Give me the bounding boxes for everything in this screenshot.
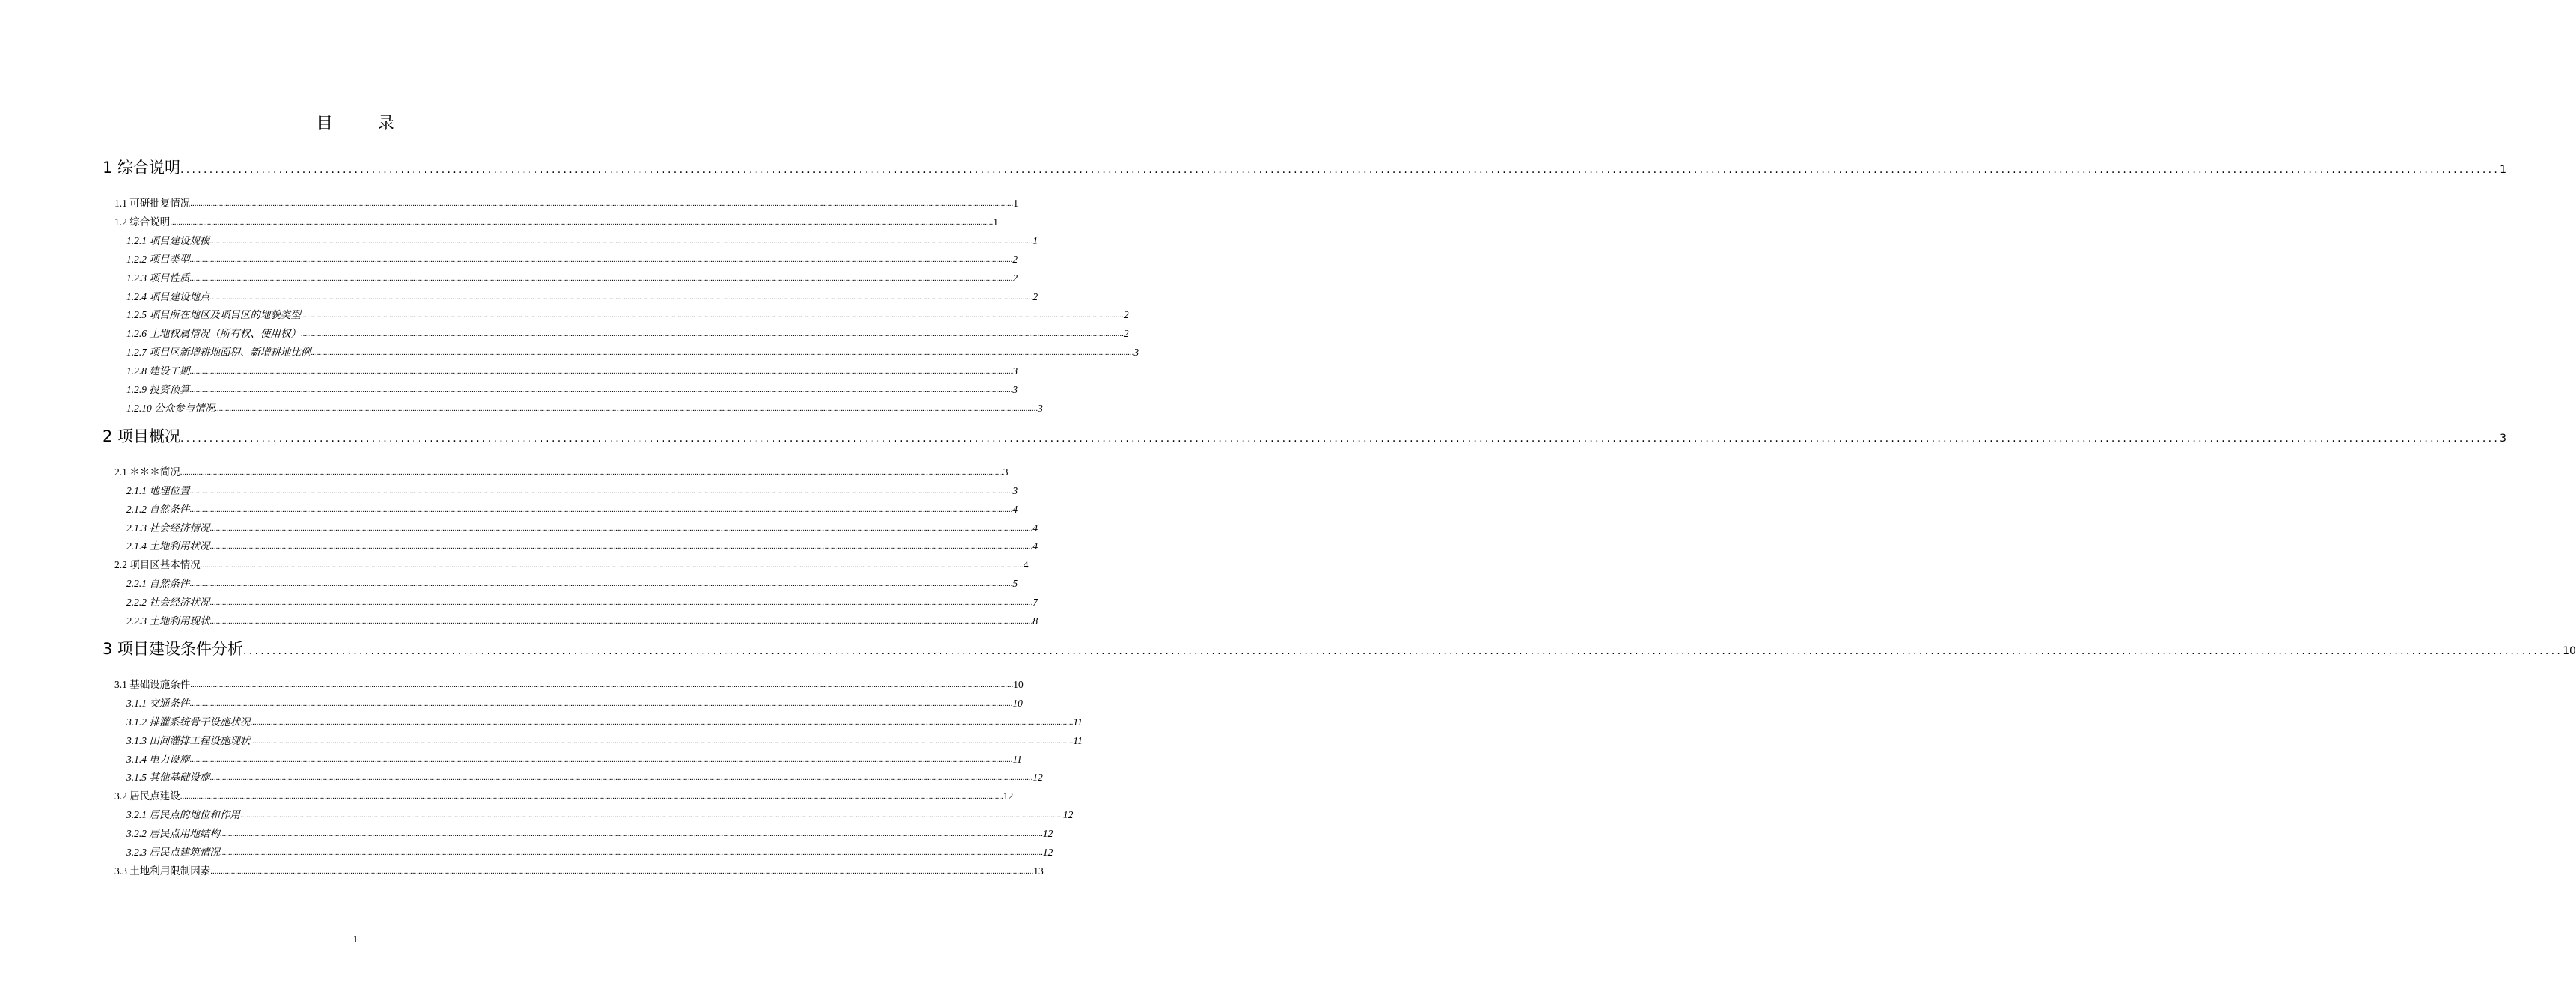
toc-entry-label: 3.2.1 居民点的地位和作用 (126, 809, 240, 821)
toc-entry-label: 2.1.3 社会经济情况 (126, 522, 210, 534)
toc-entry[interactable] (126, 400, 1043, 415)
page-number: 1 (352, 933, 358, 945)
toc-entry[interactable] (126, 482, 1018, 497)
toc-entry-page-number: 11 (1073, 734, 1083, 746)
toc-leader-dots: ................................................................................................................................................................................................................................................................................................................................................................................................................ (250, 717, 1074, 727)
toc-entry-page-number: 4 (1012, 503, 1018, 515)
toc-entry[interactable] (126, 501, 1018, 516)
toc-leader-dots: ................................................................................................................................................................................................................................................................................................................................................................................................................ (209, 598, 1033, 608)
toc-leader-dots: ................................................................................................................................................................................................................................................................................................................................................................................................................ (189, 486, 1013, 496)
toc-entry[interactable] (126, 344, 1139, 359)
toc-entry[interactable] (114, 195, 1018, 210)
toc-leader-dots: ................................................................................................................................................................................................................................................................................................................................................................................................................ (300, 329, 1124, 339)
toc-entry-page-number: 2 (1012, 272, 1018, 284)
toc-entry[interactable] (126, 232, 1038, 247)
toc-entry-page-number: 10 (1013, 678, 1024, 690)
toc-entry[interactable] (126, 769, 1043, 784)
toc-entry-page-number: 5 (1012, 578, 1018, 590)
toc-entry-label: 2.1.4 土地利用状况 (126, 540, 210, 552)
toc-leader-dots: ................................................................................................................................................................................................................................................................................................................................................................................................................ (250, 736, 1074, 746)
toc-entry-page-number: 3 (1003, 466, 1009, 478)
toc-entry-label: 1.2.3 项目性质 (126, 272, 190, 284)
toc-entry[interactable] (126, 594, 1038, 609)
toc-entry-label: 2 项目概况 (103, 427, 181, 445)
toc-leader-dots: ................................................................................................................................................................................................................................................................................................................................................................................................................ (180, 467, 1003, 477)
toc-leader-dots: ................................................................................................................................................................................................................................................................................................................................................................................................................ (209, 236, 1033, 246)
toc-entry[interactable] (114, 787, 1014, 802)
toc-entry-label: 2.2.2 社会经济状况 (126, 597, 210, 609)
toc-entry-page-number: 2 (1012, 253, 1018, 265)
toc-entry[interactable] (126, 251, 1018, 266)
toc-leader-dots: ................................................................................................................................................................................................................................................................................................................................................................................................................ (209, 773, 1033, 783)
toc-leader-dots: ................................................................................................................................................................................................................................................................................................................................................................................................................ (170, 217, 994, 227)
toc-entry[interactable] (126, 537, 1038, 552)
toc-entry[interactable] (114, 213, 998, 228)
toc-entry-page-number: 3 (1012, 365, 1018, 377)
toc-leader-dots: ................................................................................................................................................................................................................................................................................................................................................................................................................ (210, 866, 1034, 876)
toc-leader-dots: ................................................................................................................................................................................................................................................................................................................................................................................................................ (190, 199, 1014, 208)
toc-entry-page-number: 3 (1038, 402, 1043, 414)
toc-entry-page-number: 4 (1032, 540, 1038, 552)
toc-entry[interactable] (126, 519, 1038, 534)
toc-entry-label: 1.2.4 项目建设地点 (126, 290, 210, 302)
toc-entry-label: 3.1.5 其他基础设施 (126, 772, 210, 784)
toc-entry-label: 3.2.2 居民点用地结构 (126, 828, 220, 840)
toc-entry-page-number: 1 (2500, 164, 2507, 176)
toc-entry[interactable] (126, 381, 1018, 396)
toc-entry-page-number: 12 (1003, 790, 1014, 802)
toc-entry-label: 3.1.1 交通条件 (126, 697, 190, 709)
toc-entry-label: 1.2.8 建设工期 (126, 365, 190, 377)
toc-entry-page-number: 12 (1062, 809, 1074, 821)
toc-entry-label: 2.1 ＊＊＊简况 (114, 466, 180, 478)
toc-entry[interactable] (103, 424, 2507, 447)
toc-entry[interactable] (126, 362, 1018, 377)
toc-entry-label: 2.1.2 自然条件 (126, 503, 190, 515)
toc-leader-dots: ................................................................................................................................................................................................................................................................................................................................................................................................................ (209, 617, 1033, 626)
toc-leader-dots: ................................................................................................................................................................................................................................................................................................................................................................................................................ (189, 385, 1013, 394)
toc-entry[interactable] (126, 825, 1053, 840)
toc-entry[interactable] (103, 156, 2507, 178)
toc-entry-page-number: 11 (1073, 716, 1083, 728)
toc-entry[interactable] (126, 269, 1018, 284)
toc-entry[interactable] (114, 556, 1029, 571)
toc-entry-label: 1.2.9 投资预算 (126, 384, 190, 395)
toc-entry-page-number: 2 (1032, 290, 1038, 302)
toc-entry-label: 1.2.6 土地权属情况（所有权、使用权） (126, 328, 301, 340)
toc-title-char-1: 目 (316, 115, 333, 133)
toc-entry-label: 3.1.2 排灌系统骨干设施状况 (126, 716, 251, 728)
toc-entry[interactable] (126, 575, 1018, 590)
toc-entry-page-number: 11 (1012, 753, 1022, 765)
toc-entry-label: 3.2 居民点建设 (114, 790, 180, 802)
toc-entry-label: 2.2 项目区基本情况 (114, 559, 201, 571)
toc-entry-page-number: 1 (1032, 234, 1038, 246)
toc-leader-dots: ................................................................................................................................................................................................................................................................................................................................................................................................................ (300, 311, 1124, 320)
toc-leader-dots: ................................................................................................................................................................................................................................................................................................................................................................................................................ (189, 273, 1013, 283)
toc-entry-page-number: 3 (2500, 432, 2507, 445)
toc-entry[interactable] (114, 463, 1009, 478)
toc-entry-page-number: 12 (1032, 772, 1043, 784)
toc-leader-dots: ................................................................................................................................................................................................................................................................................................................................................................................................................ (310, 348, 1134, 358)
toc-entry[interactable] (126, 844, 1053, 859)
toc-entry-label: 1.2.1 项目建设规模 (126, 234, 210, 246)
toc-leader-dots: ................................................................................................................................................................................................................................................................................................................................................................................................................ (189, 754, 1013, 764)
toc-entry-page-number: 10 (2563, 644, 2576, 657)
toc-entry-label: 1.2.7 项目区新增耕地面积、新增耕地比例 (126, 347, 311, 359)
toc-entry-label: 3.2.3 居民点建筑情况 (126, 847, 220, 858)
toc-entry-page-number: 12 (1042, 847, 1053, 858)
toc-leader-dots: ................................................................................................................................................................................................................................................................................................................................................................................................................ (180, 432, 2500, 445)
toc-leader-dots: ................................................................................................................................................................................................................................................................................................................................................................................................................ (209, 523, 1033, 533)
toc-entry-label: 1.2 综合说明 (114, 216, 171, 228)
toc-entry-page-number: 4 (1023, 559, 1029, 571)
toc-entry[interactable] (126, 325, 1129, 340)
toc-entry-label: 1.2.2 项目类型 (126, 253, 190, 265)
toc-leader-dots: ................................................................................................................................................................................................................................................................................................................................................................................................................ (209, 542, 1033, 552)
toc-leader-dots: ................................................................................................................................................................................................................................................................................................................................................................................................................ (219, 848, 1043, 857)
toc-leader-dots: ................................................................................................................................................................................................................................................................................................................................................................................................................ (209, 292, 1033, 302)
toc-entry-label: 1.2.10 公众参与情况 (126, 402, 215, 414)
toc-entry-label: 2.2.1 自然条件 (126, 578, 190, 590)
toc-leader-dots: ................................................................................................................................................................................................................................................................................................................................................................................................................ (239, 811, 1063, 820)
toc-entry[interactable] (126, 713, 1083, 728)
toc-leader-dots: ................................................................................................................................................................................................................................................................................................................................................................................................................ (189, 698, 1013, 708)
toc-entry-page-number: 4 (1032, 522, 1038, 534)
toc-entry-page-number: 13 (1033, 865, 1044, 877)
toc-entry-page-number: 2 (1123, 309, 1129, 321)
toc-entry[interactable] (114, 676, 1024, 691)
toc-leader-dots: ................................................................................................................................................................................................................................................................................................................................................................................................................ (180, 164, 2500, 176)
toc-entry[interactable] (126, 751, 1022, 766)
toc-entry-label: 3.1 基础设施条件 (114, 678, 191, 690)
toc-entry-page-number: 3 (1012, 484, 1018, 496)
toc-entry[interactable] (126, 306, 1129, 321)
toc-entry[interactable] (126, 732, 1083, 747)
toc-entry-page-number: 2 (1123, 328, 1129, 340)
toc-entry-label: 2.1.1 地理位置 (126, 484, 190, 496)
toc-entry-page-number: 3 (1012, 384, 1018, 395)
toc-entry-label: 1 综合说明 (103, 159, 181, 177)
toc-entry-page-number: 1 (993, 216, 998, 228)
toc-entry-label: 2.2.3 土地利用现状 (126, 615, 210, 627)
toc-leader-dots: ................................................................................................................................................................................................................................................................................................................................................................................................................ (219, 829, 1043, 839)
toc-entry-label: 3.3 土地利用限制因素 (114, 865, 211, 877)
toc-entry-page-number: 10 (1012, 697, 1023, 709)
toc-leader-dots: ................................................................................................................................................................................................................................................................................................................................................................................................................ (190, 680, 1014, 689)
toc-entry-label: 3 项目建设条件分析 (103, 639, 244, 658)
toc-entry-page-number: 3 (1133, 347, 1139, 359)
toc-entry-label: 3.1.4 电力设施 (126, 753, 190, 765)
toc-entry-label: 1.1 可研批复情况 (114, 198, 191, 209)
toc-entry[interactable] (126, 612, 1038, 627)
toc-entry-page-number: 12 (1042, 828, 1053, 840)
toc-leader-dots: ................................................................................................................................................................................................................................................................................................................................................................................................................ (189, 254, 1013, 264)
toc-leader-dots: ................................................................................................................................................................................................................................................................................................................................................................................................................ (189, 579, 1013, 589)
toc-entry[interactable] (114, 862, 1044, 877)
toc-leader-dots: ................................................................................................................................................................................................................................................................................................................................................................................................................ (189, 367, 1013, 377)
toc-leader-dots: ................................................................................................................................................................................................................................................................................................................................................................................................................ (189, 504, 1013, 514)
toc-title-char-2: 录 (378, 115, 395, 133)
toc-leader-dots: ................................................................................................................................................................................................................................................................................................................................................................................................................ (215, 403, 1038, 413)
toc-entry-page-number: 7 (1032, 597, 1038, 609)
toc-entry[interactable] (126, 288, 1038, 303)
toc-leader-dots: ................................................................................................................................................................................................................................................................................................................................................................................................................ (200, 561, 1024, 570)
toc-entry-page-number: 8 (1032, 615, 1038, 627)
toc-entry-label: 3.1.3 田间灌排工程设施现状 (126, 734, 251, 746)
toc-entry[interactable] (126, 806, 1074, 821)
toc-entry-label: 1.2.5 项目所在地区及项目区的地貌类型 (126, 309, 301, 321)
toc-entry-page-number: 1 (1013, 198, 1018, 209)
toc-leader-dots: ................................................................................................................................................................................................................................................................................................................................................................................................................ (180, 792, 1003, 802)
toc-entry[interactable] (126, 695, 1023, 710)
toc-leader-dots: ................................................................................................................................................................................................................................................................................................................................................................................................................ (243, 644, 2563, 657)
toc-entry[interactable] (103, 637, 2576, 659)
